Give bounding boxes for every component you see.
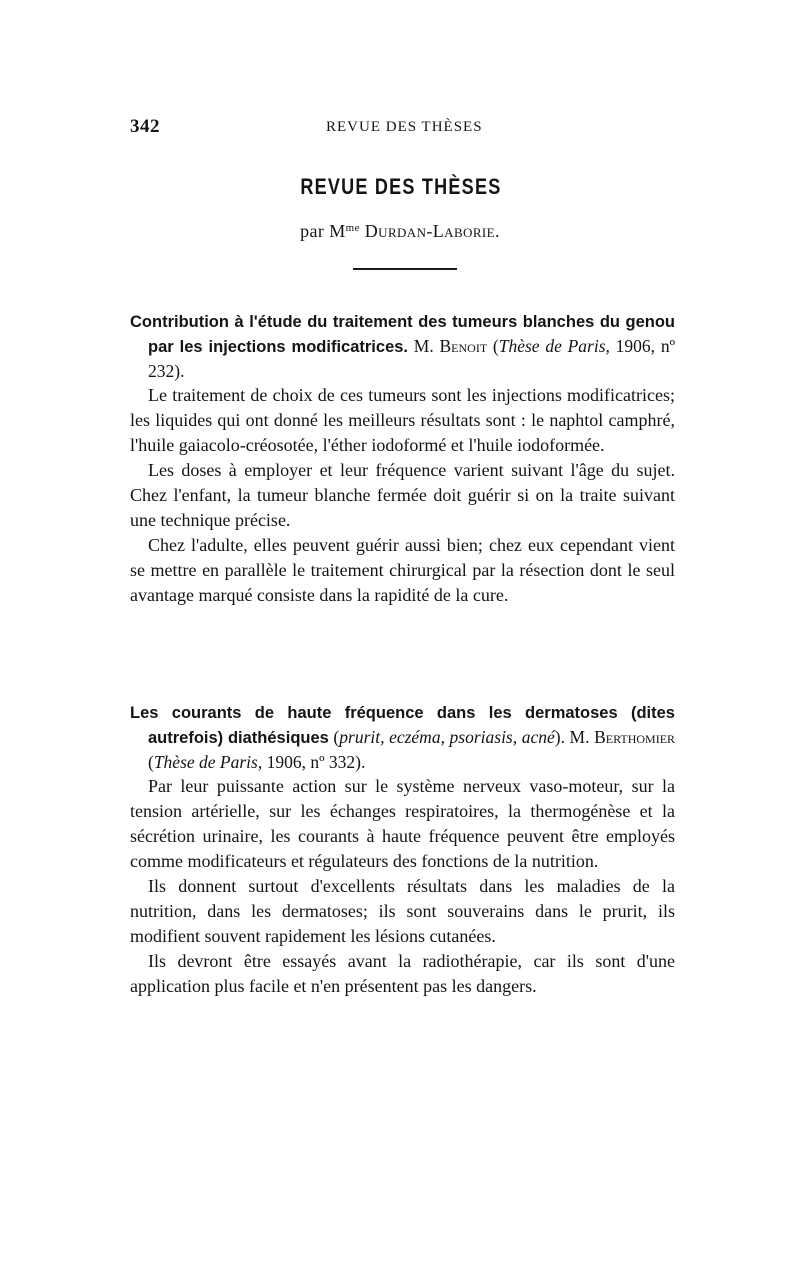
entry-heading bbox=[130, 700, 675, 774]
thesis-entry bbox=[130, 309, 675, 608]
entry-title: Les courants de haute fréquence dans les dermatoses (dites autrefois) diathésiques bbox=[130, 704, 675, 747]
entry-author: Benoit bbox=[439, 336, 488, 356]
citation-source: Thèse de Paris, bbox=[498, 336, 610, 356]
byline-superscript: me bbox=[345, 222, 360, 234]
entry-author-prefix: M. bbox=[413, 336, 440, 356]
citation-open: ( bbox=[487, 336, 499, 356]
entry-subjects: prurit, eczéma, psoriasis, acné bbox=[339, 727, 555, 747]
citation-details: 1906, nº 232). bbox=[148, 336, 675, 381]
citation-details: 1906, nº 332). bbox=[262, 752, 366, 772]
page-number: 342 bbox=[130, 116, 160, 137]
running-head bbox=[130, 116, 675, 140]
running-title: REVUE DES THÈSES bbox=[326, 119, 483, 135]
paragraph: Chez l'adulte, elles peuvent guérir aussi bien; chez eux cependant vient se mettre en parallèle le traitement chirurgical par la résection dont le seul avantage marqué consiste dans la rapidité de la cure. bbox=[130, 535, 675, 605]
paragraph: Ils devront être essayés avant la radiothérapie, car ils sont d'une application plus facile et n'en présentent pas les dangers. bbox=[130, 951, 675, 996]
subjects-open: ( bbox=[328, 727, 340, 747]
thesis-entry bbox=[130, 700, 675, 999]
citation-open: ( bbox=[148, 752, 154, 772]
subjects-close: ). bbox=[554, 727, 570, 747]
entry-author: Berthomier bbox=[594, 727, 676, 747]
section-rule bbox=[353, 268, 457, 270]
byline bbox=[0, 221, 800, 242]
paragraph: Le traitement de choix de ces tumeurs sont les injections modificatrices; les liquides qui ont donné les meilleurs résultats sont : le naphtol camphré, l'huile gaiacolo-créosotée, l'éther iodoformé et l'huile iodoformée. bbox=[130, 385, 675, 455]
entry-heading bbox=[130, 309, 675, 383]
section-title: REVUE DES THÈSES bbox=[300, 174, 502, 199]
byline-prefix: par M bbox=[300, 221, 346, 241]
entry-author-prefix: M. bbox=[569, 727, 595, 747]
paragraph: Les doses à employer et leur fréquence varient suivant l'âge du sujet. Chez l'enfant, la tumeur blanche fermée doit guérir si on la traite suivant une technique précise. bbox=[130, 460, 675, 530]
byline-author: Durdan-Laborie. bbox=[364, 221, 500, 241]
paragraph: Ils donnent surtout d'excellents résultats dans les maladies de la nutrition, dans les dermatoses; ils sont souverains dans le prurit, ils modifient souvent rapidement les lésions cutanées. bbox=[130, 876, 675, 946]
citation-source: Thèse de Paris, bbox=[153, 752, 263, 772]
paragraph: Par leur puissante action sur le système nerveux vaso-moteur, sur la tension artérielle, sur les échanges respiratoires, la thermogénèse et la sécrétion urinaire, les courants à haute fréquence peuvent être employés comme modificateurs et régulateurs des fonctions de la nutrition. bbox=[130, 776, 675, 871]
entry-title: Contribution à l'étude du traitement des tumeurs blanches du genou par les injections modificatrices. bbox=[130, 313, 675, 356]
